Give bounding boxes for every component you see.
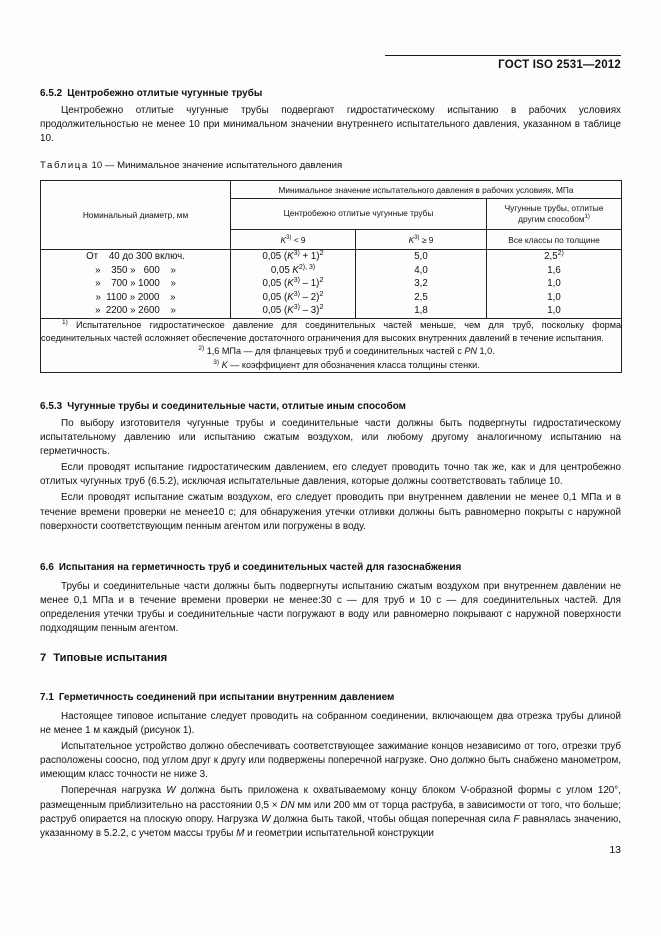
section-7 [40,652,621,664]
formula-k: K [292,264,299,276]
formula-k-footnote: 2), 3) [298,263,316,271]
formula-prefix: 0,05 ( [262,278,288,290]
footnote-1-text: Испытательное гидростатическое давление для соединительных частей меньше, чем для труб, поскольку форма соединительных частей осложняет обеспечение достаточного ограничения для высоких внутренних давлений в течение испытания. [41,319,622,344]
formula-middle: + 1) [299,251,320,262]
formula-prefix: 0,05 [270,264,293,276]
table-header-other-footnote-ref: 1) [584,214,590,221]
table-notes-row [41,318,622,372]
table-header-k-footnote-1: 3) [286,234,292,241]
table-caption-label: Таблица [40,160,89,171]
table-header-nominal-diameter: Номинальный диаметр, мм [41,181,231,250]
section-7-title: Типовые испытания [53,652,168,664]
table-header-k-ge-9 [356,230,487,250]
p3-middle-4: равнялась значению, указанному в 5.2.2, с учетом массы трубы [40,813,621,839]
table-header-other-method [487,199,622,230]
table-footnote-1 [41,319,621,345]
table-header-k-symbol-2: K [408,234,415,245]
table-header-row-1 [41,181,622,199]
table-row: » 1100 » 2000 » [95,291,176,303]
table-row: » 2200 » 2600 » [95,305,176,317]
footnote-2-pn: PN [464,346,477,357]
table-10-caption [40,160,342,171]
footnote-1-marker: 1) [62,318,68,326]
table-row: 3,2 [414,278,428,290]
table-header-k-footnote-2: 3) [414,234,420,241]
section-6-5-3-heading [40,401,621,412]
formula-middle: – 2) [299,291,320,303]
table-header-span-centrifugal: Центробежно отлитые чугунные трубы [231,199,487,230]
table-header-span-all: Минимальное значение испытательного давления в рабочих условиях, МПа [231,181,622,199]
section-7-number: 7 [40,652,47,664]
table-row [231,304,355,318]
section-7-1-paragraph-1: Настоящее типовое испытание следует проводить на собранном соединении, включающем два отрезка трубы длиной не менее 1 м каждый (рисунок 1). [40,711,621,737]
table-col-diameters [41,250,231,319]
section-6-5-3-number: 6.5.3 [40,401,63,412]
table-row: 4,0 [414,264,428,276]
footnote-2-text-b: 1,0. [476,346,495,357]
formula-k-footnote: 3) [293,290,300,298]
section-7-1-title: Герметичность соединений при испытании внутренним давлением [58,692,395,703]
formula-power: 2 [319,288,324,298]
section-6-6 [40,562,621,636]
table-row: » 700 » 1000 » [95,278,176,290]
table-col-formulas [231,247,356,319]
table-row [487,250,621,264]
page-number: 13 [609,844,621,856]
footnote-3-k: K [221,359,228,370]
section-6-5-2-title: Центробежно отлитые чугунные трубы [67,88,263,99]
page-content [40,0,621,936]
section-7-heading [40,652,621,664]
formula-power: 2 [319,302,324,312]
table-header-all-thickness-classes: Все классы по толщине [487,230,622,250]
table-row: » 350 » 600 » [95,264,176,276]
table-footnote-2 [41,345,621,358]
footnote-3-text: — коэффициент для обозначения класса толщины стенки. [227,359,480,370]
section-6-5-3-paragraph-1: По выбору изготовителя чугунные трубы и соединительные части должны быть подвергнуты гидростатическому испытательному давлению или испытанию сжатым воздухом, или любому другому аналогичному испытанию на герметичность. [40,418,621,458]
table-header-other-line1: Чугунные трубы, отлитые [504,202,604,213]
formula-k: K [287,291,294,303]
table-col-other-method-values [487,250,622,319]
table-row: 1,8 [414,305,428,317]
section-6-6-heading [40,562,621,573]
table-footnote-3 [41,359,621,372]
p3-symbol-dn: DN [280,799,295,811]
p3-symbol-m: M [236,827,245,839]
section-6-5-2 [40,88,621,146]
section-7-1-paragraph-3 [40,784,621,840]
section-7-1-heading [40,692,621,703]
value: 2,5 [544,251,558,262]
formula-power: 2 [319,274,324,284]
table-row: 1,0 [547,278,561,290]
formula-k: K [287,251,294,262]
section-6-5-3-paragraph-3: Если проводят испытание сжатым воздухом, его следует проводить при внутреннем давлении не менее 0,1 МПа и в течение времени проверки не менее10 с; для обнаружения утечки отливки должны быть равномерно покрыты с наружной поверхности соответствующим пенным агентом или погружены в воду. [40,492,621,532]
section-6-5-3 [40,401,621,534]
table-header-k-operator-2: ≥ 9 [419,234,434,245]
p3-middle-3: должна быть такой, чтобы общая поперечная сила [270,813,514,825]
formula-prefix: 0,05 ( [262,251,288,262]
formula-k-footnote: 3) [293,304,300,312]
table-col-k-ge-9-values [356,250,487,319]
table-header-k-symbol-1: K [280,234,287,245]
table-header-other-line2: другим способом [518,214,585,224]
p3-middle-1: должна быть приложена к охватываемому концу блоком V-образной формы с углом 120°, размещенным приблизительно на расстоянии 0,5 × [40,785,621,811]
footnote-2-text-a: 1,6 МПа — для фланцевых труб и соединительных частей с [206,346,465,357]
table-row: 1,0 [547,291,561,303]
formula-middle: – 3) [299,305,320,317]
formula-power: 2 [319,247,324,257]
formula-k-footnote: 3) [293,276,300,284]
section-7-1 [40,692,621,841]
table-caption-title: Минимальное значение испытательного давления [117,160,343,171]
section-6-6-paragraph-1: Трубы и соединительные части должны быть подвергнуты испытанию сжатым воздухом при внутреннем давлении не менее 0,1 МПа и в течение времени проверки не менее:30 с — для труб и 10 с — для соединительных частей. Для определения утечки трубы и соединительные части погружают в воду или равномерно покрывают с наружной поверхности подходящим пенным агентом. [40,581,621,635]
formula-k: K [287,305,294,317]
table-caption-number: 10 [91,160,103,171]
p3-middle-2: мм или 200 мм от торца раструба, в зависимости от того, что больше; раструб опирается на плоскую опору. Нагрузка [40,799,622,825]
formula-middle: – 1) [299,278,320,290]
value-footnote: 2) [557,249,564,257]
footnote-3-marker: 3) [213,358,220,366]
table-row: От 40 до 300 включ. [86,251,185,262]
table-row: 2,5 [414,291,428,303]
formula-prefix: 0,05 ( [262,291,288,303]
formula-prefix: 0,05 ( [262,305,288,317]
formula-k-footnote: 3) [293,249,300,257]
table-row [231,274,355,291]
table-row [231,288,355,305]
table-row [231,264,355,278]
section-6-6-title: Испытания на герметичность труб и соединительных частей для газоснабжения [58,562,462,573]
section-6-5-2-paragraph: Центробежно отлитые чугунные трубы подвергают гидростатическому испытанию в рабочих условиях продолжительностью не менее 10 при минимальном значении внутреннего испытательного давления, указанном в таблице 10. [40,105,621,145]
p3-end: и геометрии испытательной конструкции [244,827,434,839]
formula-k: K [287,278,294,290]
section-6-6-number: 6.6 [40,562,54,573]
table-10 [40,180,622,373]
table-row: 1,0 [547,305,561,317]
table-header-k-operator-1: < 9 [291,234,306,245]
table-row: 1,6 [547,264,561,276]
p3-symbol-w-2: W [261,813,271,825]
p3-prefix: Поперечная нагрузка [61,785,167,797]
footnote-2-marker: 2) [198,345,205,353]
section-6-5-3-title: Чугунные трубы и соединительные части, отлитые иным способом [67,401,407,412]
table-caption-dash: — [104,160,115,171]
p3-symbol-f: F [513,813,520,825]
section-6-5-3-paragraph-2: Если проводят испытание гидростатическим давлением, его следует проводить точно так же, как и для центробежно отлитых чугунных труб (6.5.2), исключая испытательные давления, которые должны соответствовать таблице 10. [40,462,621,488]
section-7-1-number: 7.1 [40,692,54,703]
header-rule [385,55,621,56]
table-row [231,247,355,264]
section-6-5-2-number: 6.5.2 [40,88,63,99]
table-row: 5,0 [414,251,428,262]
section-7-1-paragraph-2: Испытательное устройство должно обеспечивать соответствующее зажимание концов независимо от того, отрезки труб расположены соосно, под углом друг к другу или подвержены поперечной нагрузке. Оно должно быть снабжено манометром, имеющим класс точности не ниже 3. [40,741,621,781]
table-header-k-less-than-9 [231,230,356,250]
running-header-standard-title: ГОСТ ISO 2531—2012 [498,59,621,71]
section-6-5-2-heading [40,88,621,99]
table-footnotes [41,318,622,372]
table-body-row [41,250,622,319]
p3-symbol-w-1: W [166,785,176,797]
